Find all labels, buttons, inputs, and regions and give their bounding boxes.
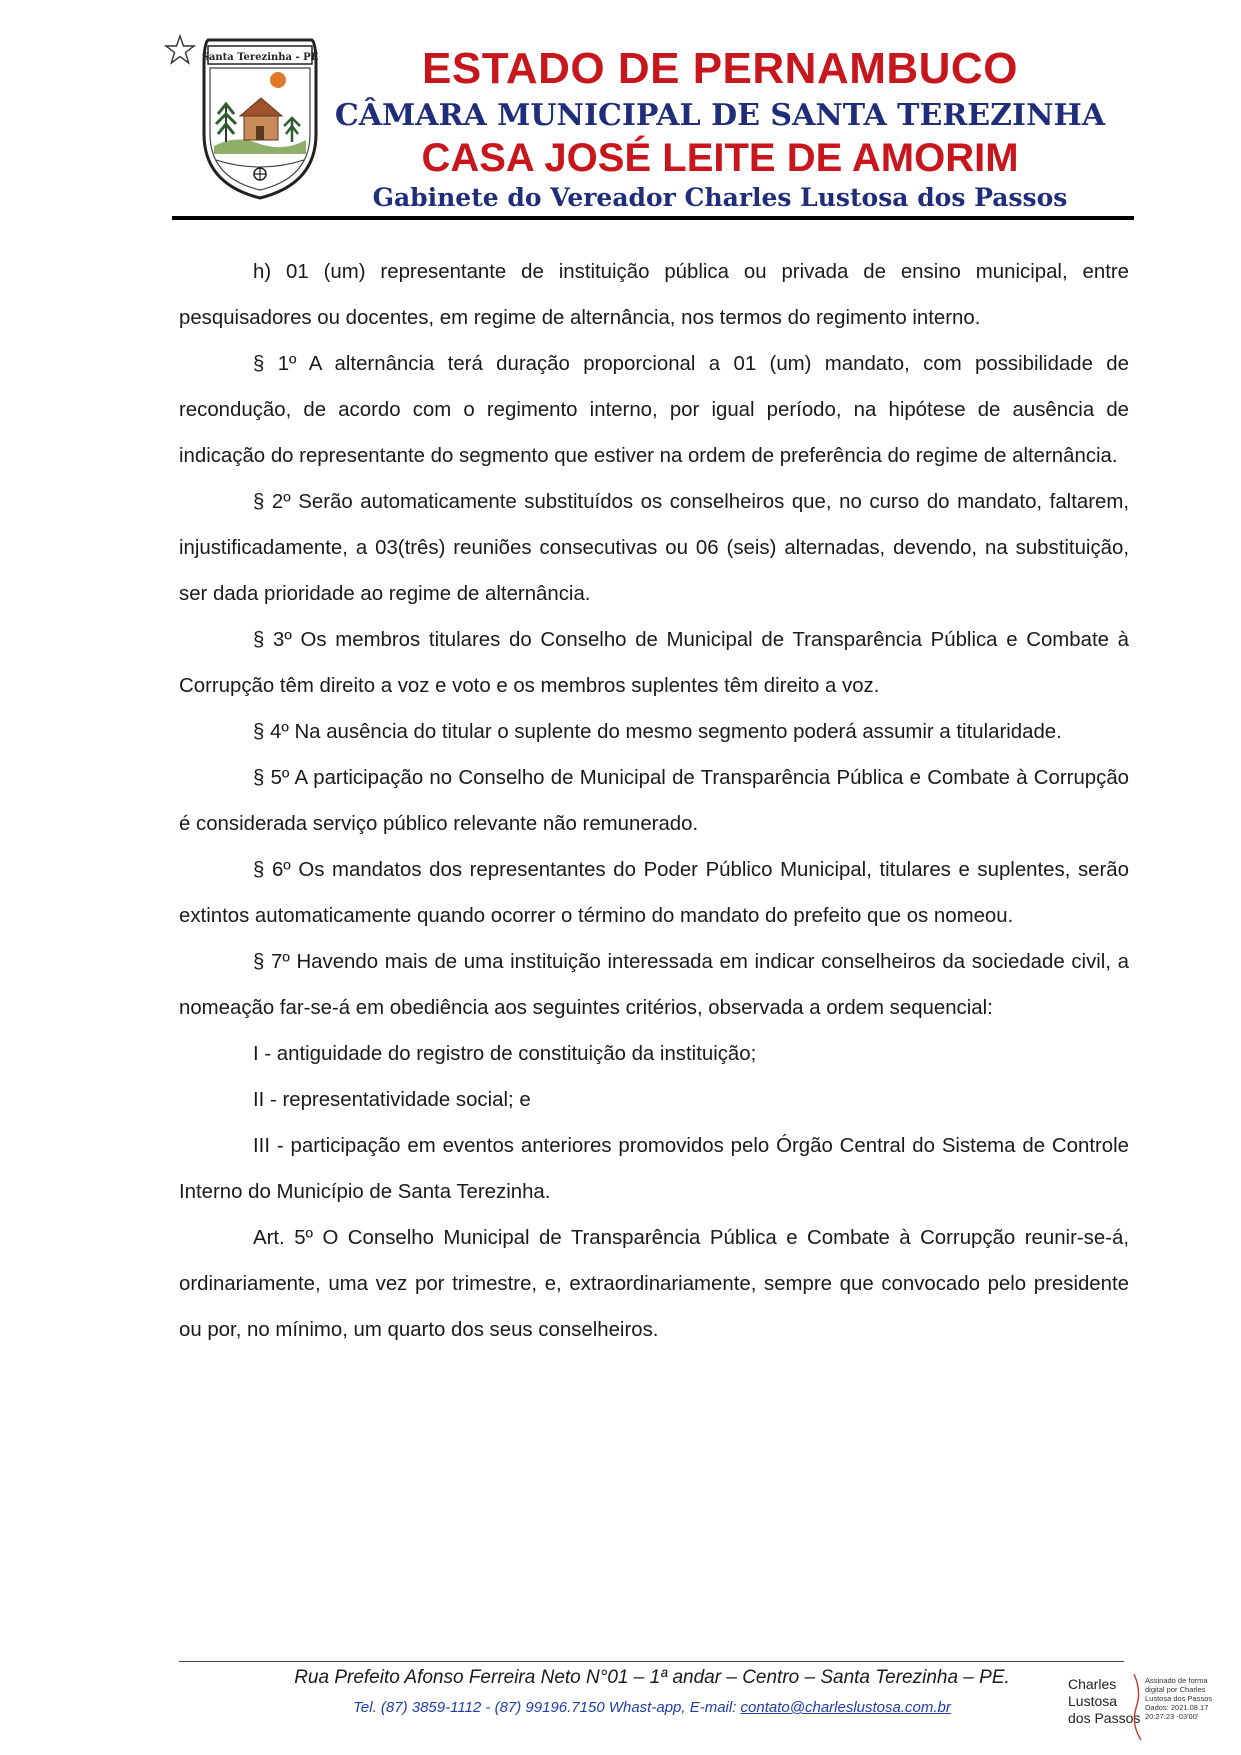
house-title: CASA JOSÉ LEITE DE AMORIM xyxy=(421,136,1019,180)
footer-email-link[interactable]: contato@charleslustosa.com.br xyxy=(740,1699,951,1716)
digital-signature-details xyxy=(1145,1676,1237,1721)
office-subtitle: Gabinete do Vereador Charles Lustosa dos Passos xyxy=(372,183,1068,212)
signature-detail-line: Lustosa dos Passos xyxy=(1145,1694,1213,1703)
coat-of-arms-logo xyxy=(196,34,324,202)
footer-contact xyxy=(222,1699,1082,1716)
paragraph: h) 01 (um) representante de instituição pública ou privada de ensino municipal, entre pesquisadores ou docentes, em regime de alternância, nos termos do regimento interno. xyxy=(179,261,1129,329)
list-item: II - representatividade social; e xyxy=(253,1089,531,1111)
signature-name-line: Lustosa xyxy=(1068,1693,1118,1709)
footer-phone: Tel. (87) 3859-1112 - (87) 99196.7150 Whast-app, E-mail: xyxy=(353,1699,741,1716)
signature-detail-line: digital por Charles xyxy=(1145,1685,1206,1694)
header-divider xyxy=(172,216,1134,220)
list-item: I - antiguidade do registro de constituição da instituição; xyxy=(253,1043,757,1065)
paragraph: III - participação em eventos anteriores promovidos pelo Órgão Central do Sistema de Controle Interno do Município de Santa Terezinha. xyxy=(179,1135,1129,1203)
document-body xyxy=(179,249,1129,1353)
state-title: ESTADO DE PERNAMBUCO xyxy=(422,44,1018,93)
logo-banner-text: Santa Terezinha - PE xyxy=(201,52,319,63)
paragraph: § 3º Os membros titulares do Conselho de Municipal de Transparência Pública e Combate à Corrupção têm direito a voz e voto e os membros suplentes têm direito a voz. xyxy=(179,629,1129,697)
paragraph: § 2º Serão automaticamente substituídos os conselheiros que, no curso do mandato, faltarem, injustificadamente, a 03(três) reuniões consecutivas ou 06 (seis) alternadas, devendo, na substituição, ser dada prioridade ao regime de alternância. xyxy=(179,491,1129,605)
paragraph: § 5º A participação no Conselho de Municipal de Transparência Pública e Combate à Corrupção é considerada serviço público relevante não remunerado. xyxy=(179,767,1129,835)
footer-address: Rua Prefeito Afonso Ferreira Neto N°01 – 1ª andar – Centro – Santa Terezinha – PE. xyxy=(294,1667,1010,1688)
signature-detail-line: 20:27:23 -03'00' xyxy=(1145,1712,1199,1721)
signature-detail-line: Assinado de forma xyxy=(1145,1676,1208,1685)
paragraph: § 4º Na ausência do titular o suplente do mesmo segmento poderá assumir a titularidade. xyxy=(253,721,1062,743)
paragraph: § 7º Havendo mais de uma instituição interessada em indicar conselheiros da sociedade civil, a nomeação far-se-á em obediência aos seguintes critérios, observada a ordem sequencial: xyxy=(179,951,1129,1019)
chamber-title: CÂMARA MUNICIPAL DE SANTA TEREZINHA xyxy=(334,98,1106,133)
signature-detail-line: Dados: 2021.08.17 xyxy=(1145,1703,1209,1712)
signature-name-line: Charles xyxy=(1068,1676,1117,1692)
star-icon xyxy=(164,34,196,66)
paragraph: Art. 5º O Conselho Municipal de Transparência Pública e Combate à Corrupção reunir-se-á, ordinariamente, uma vez por trimestre, e, extraordinariamente, sempre que convocado pelo presidente ou por, no mínimo, um quarto dos seus conselheiros. xyxy=(179,1227,1129,1341)
paragraph: § 1º A alternância terá duração proporcional a 01 (um) mandato, com possibilidade de recondução, de acordo com o regimento interno, por igual período, na hipótese de ausência de indicação do representante do segmento que estiver na ordem de preferência do regime de alternância. xyxy=(179,353,1129,467)
signature-mark-icon xyxy=(1132,1672,1144,1742)
digital-signature-name xyxy=(1068,1676,1140,1727)
signature-name-line: dos Passos xyxy=(1068,1710,1141,1726)
paragraph: § 6º Os mandatos dos representantes do Poder Público Municipal, titulares e suplentes, serão extintos automaticamente quando ocorrer o término do mandato do prefeito que os nomeou. xyxy=(179,859,1129,927)
footer-divider xyxy=(179,1661,1124,1662)
